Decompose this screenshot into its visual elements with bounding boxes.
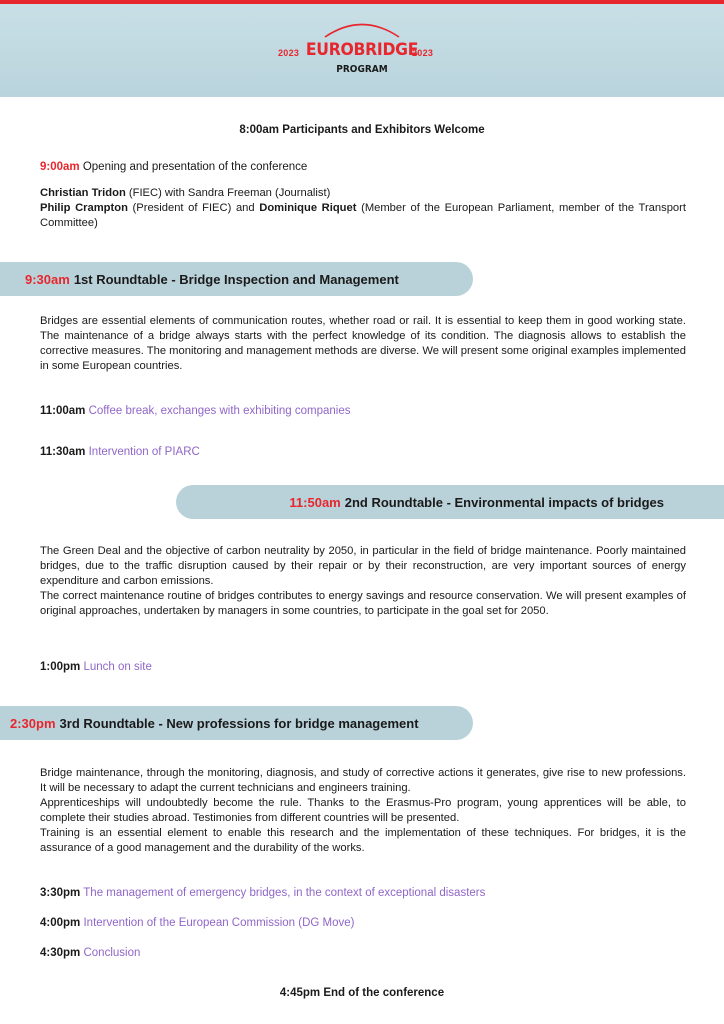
opening-text: Opening and presentation of the conference [82, 161, 308, 173]
roundtable2-title: 2nd Roundtable - Environmental impacts of bridges [344, 494, 664, 510]
roundtable1-time: 9:30am [25, 271, 70, 287]
piarc-text: Intervention of PIARC [88, 446, 200, 458]
roundtable2-description [40, 544, 686, 619]
speaker-name: Dominique Riquet [259, 202, 357, 214]
commission-line [40, 916, 355, 931]
speaker-role: (President of FIEC) and [127, 202, 260, 214]
logo-year-left: 2023 [278, 48, 300, 58]
roundtable1-paragraph: Bridges are essential elements of communication routes, whether road or rail. It is essential to keep them in good working state. The maintenance of a bridge always starts with the perfect knowledge of its condition. The diagnosis allows to establish the corrective measures. The monitoring and management methods are diverse. We will present some original examples implemented in some European countries. [40, 315, 686, 372]
coffee-break-line [40, 404, 351, 419]
roundtable3-time: 2:30pm [10, 715, 56, 731]
opening-time: 9:00am [40, 161, 80, 173]
conclusion-text: Conclusion [83, 947, 141, 959]
conclusion-time: 4:30pm [40, 947, 81, 959]
emergency-time: 3:30pm [40, 887, 81, 899]
commission-text: Intervention of the European Commission (DG Move) [83, 917, 355, 929]
roundtable1-description [40, 314, 686, 374]
lunch-time: 1:00pm [40, 661, 81, 673]
commission-time: 4:00pm [40, 917, 81, 929]
roundtable2-paragraph: The Green Deal and the objective of carbon neutrality by 2050, in particular in the field of bridge maintenance. Poorly maintained bridges, due to the traffic disruption caused by their repair or by their reconstruction, are very important sources of energy expenditure and carbon emissions. [40, 545, 686, 587]
roundtable3-title: 3rd Roundtable - New professions for bridge management [59, 715, 419, 731]
roundtable3-paragraph: Training is an essential element to enable this research and the implementation of these techniques. For bridges, it is the assurance of a good management and the durability of the works. [40, 827, 686, 854]
roundtable2-banner [176, 485, 724, 519]
coffee-break-time: 11:00am [40, 405, 86, 417]
piarc-line [40, 445, 200, 460]
roundtable3-paragraph: Bridge maintenance, through the monitoring, diagnosis, and study of corrective actions it generates, give rise to new professions. It will be necessary to adapt the current technicians and engineers training. [40, 767, 686, 794]
emergency-text: The management of emergency bridges, in the context of exceptional disasters [83, 887, 486, 899]
speaker-role: (FIEC) with Sandra Freeman (Journalist) [125, 187, 331, 199]
conclusion-line [40, 946, 140, 961]
roundtable1-title: 1st Roundtable - Bridge Inspection and Management [73, 271, 399, 287]
speaker-role: (Member of the European Parliament, member of the Transport Committee) [40, 202, 686, 229]
roundtable2-paragraph: The correct maintenance routine of bridges contributes to energy savings and resource conservation. We will present examples of original approaches, undertaken by managers in some countries, to participate in the goal set for 2050. [40, 590, 686, 617]
end-line: 4:45pm End of the conference [279, 987, 445, 999]
coffee-break-text: Coffee break, exchanges with exhibiting companies [88, 405, 351, 417]
welcome-line: 8:00am Participants and Exhibitors Welcome [239, 124, 485, 136]
emergency-line [40, 886, 485, 901]
lunch-line [40, 660, 152, 675]
opening-line [40, 160, 307, 175]
opening-speakers [40, 186, 686, 231]
logo-brand: EUROBRIDGE [305, 40, 419, 60]
logo-year-right: 2023 [412, 48, 434, 58]
speaker-name: Philip Crampton [40, 202, 128, 214]
bridge-arc-logo [323, 18, 401, 38]
header-banner [0, 4, 724, 97]
roundtable3-description [40, 766, 686, 856]
roundtable1-banner [0, 262, 473, 296]
roundtable3-paragraph: Apprenticeships will undoubtedly become the rule. Thanks to the Erasmus-Pro program, young apprentices will be able, to complete their studies abroad. Testimonies from different countries will be presented. [40, 797, 686, 824]
lunch-text: Lunch on site [83, 661, 152, 673]
roundtable3-banner [0, 706, 473, 740]
roundtable2-time: 11:50am [289, 494, 341, 510]
logo-subtitle: PROGRAM [336, 64, 388, 75]
speaker-name: Christian Tridon [40, 187, 126, 199]
piarc-time: 11:30am [40, 446, 86, 458]
